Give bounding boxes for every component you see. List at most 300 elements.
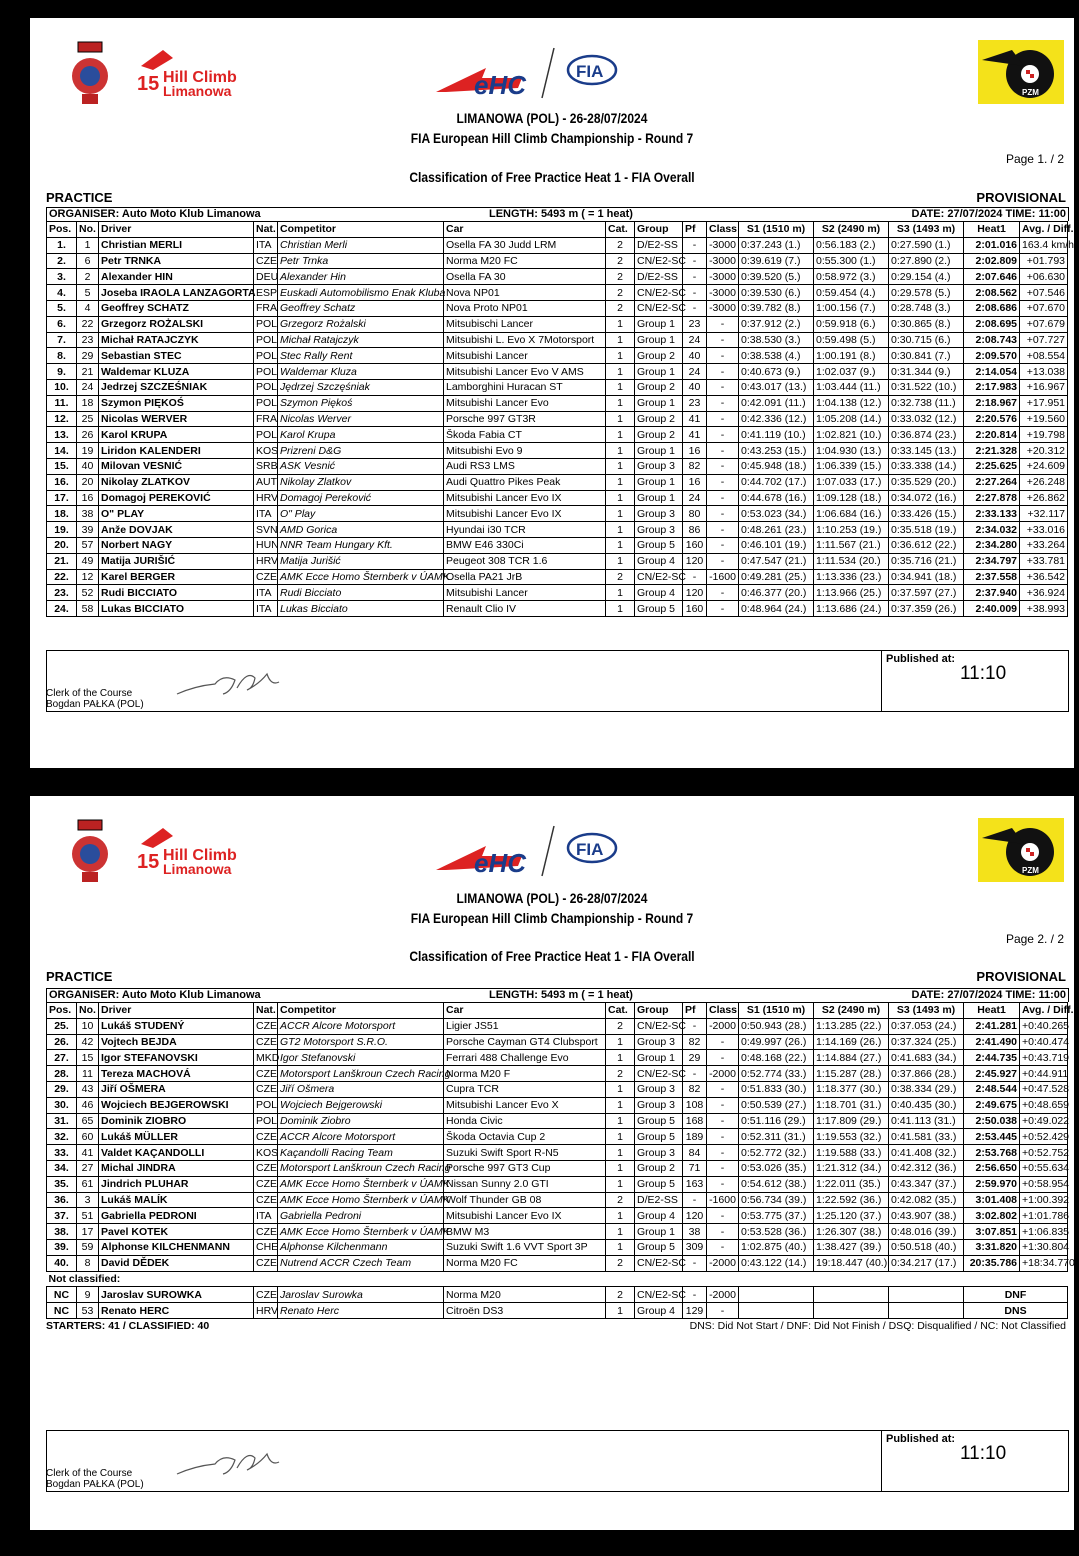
- table-cell: +26.248: [1020, 474, 1068, 490]
- table-cell: Group 3: [635, 458, 683, 474]
- table-cell: 11: [77, 1066, 99, 1082]
- table-cell: 2: [606, 1192, 635, 1208]
- table-cell: 23.: [47, 585, 77, 601]
- table-cell: 0:44.702 (17.): [739, 474, 814, 490]
- table-cell: Matija JURIŠIĆ: [99, 553, 254, 569]
- table-cell: 1: [606, 1303, 635, 1319]
- not-classified-label: Not classified:: [48, 1272, 121, 1285]
- column-header: Cat.: [606, 1003, 635, 1019]
- table-cell: Group 3: [635, 1034, 683, 1050]
- table-cell: 0:37.053 (24.): [889, 1018, 964, 1034]
- table-cell: -: [707, 506, 739, 522]
- table-cell: 2: [606, 1287, 635, 1303]
- clerk-name: Bogdan PAŁKA (POL): [46, 1479, 144, 1490]
- ehc-text: eHC: [474, 848, 527, 878]
- table-cell: -: [683, 285, 707, 301]
- table-cell: 0:46.377 (20.): [739, 585, 814, 601]
- table-cell: Wojciech BEJGEROWSKI: [99, 1097, 254, 1113]
- table-cell: 163.4 km/h: [1020, 237, 1068, 253]
- classification-title: Classification of Free Practice Heat 1 - FIA Overall: [409, 948, 695, 964]
- column-header: S2 (2490 m): [814, 222, 889, 238]
- table-cell: 1:05.208 (14.): [814, 411, 889, 427]
- table-cell: 2:34.280: [964, 537, 1020, 553]
- table-row: [47, 395, 1068, 411]
- table-cell: FRA: [254, 300, 278, 316]
- table-cell: AMK Ecce Homo Šternberk v ÚAMK: [278, 569, 444, 585]
- table-cell: Nova Proto NP01: [444, 300, 606, 316]
- table-cell: AUT: [254, 474, 278, 490]
- table-row: [47, 1050, 1068, 1066]
- event-location: LIMANOWA (POL) - 26-28/07/2024: [456, 890, 648, 906]
- table-cell: Karel BERGER: [99, 569, 254, 585]
- table-cell: 18.: [47, 506, 77, 522]
- table-cell: Norma M20 FC: [444, 1255, 606, 1271]
- table-cell: 0:33.032 (12.): [889, 411, 964, 427]
- table-cell: Group 3: [635, 522, 683, 538]
- table-cell: 0:53.528 (36.): [739, 1224, 814, 1240]
- table-cell: +07.679: [1020, 316, 1068, 332]
- table-cell: POL: [254, 395, 278, 411]
- table-cell: 120: [683, 585, 707, 601]
- table-cell: -: [683, 1255, 707, 1271]
- table-cell: 2:09.570: [964, 348, 1020, 364]
- table-cell: Nutrend ACCR Czech Team: [278, 1255, 444, 1271]
- table-cell: 0:58.972 (3.): [814, 269, 889, 285]
- table-cell: Dominik Ziobro: [278, 1113, 444, 1129]
- table-cell: +1:00.392: [1020, 1192, 1068, 1208]
- table-cell: Group 1: [635, 1050, 683, 1066]
- published-box: [881, 651, 1068, 711]
- table-cell: 84: [683, 1145, 707, 1161]
- table-cell: Group 2: [635, 411, 683, 427]
- table-cell: 0:40.435 (30.): [889, 1097, 964, 1113]
- table-cell: 38: [683, 1224, 707, 1240]
- table-cell: 1:11.534 (20.): [814, 553, 889, 569]
- table-cell: 0:52.772 (32.): [739, 1145, 814, 1161]
- table-cell: 29: [77, 348, 99, 364]
- table-cell: 2:17.983: [964, 379, 1020, 395]
- table-cell: Jindrich PLUHAR: [99, 1176, 254, 1192]
- table-cell: Mitsubischi Lancer: [444, 316, 606, 332]
- table-cell: Lukáš STUDENÝ: [99, 1018, 254, 1034]
- table-cell: Tereza MACHOVÁ: [99, 1066, 254, 1082]
- status-legend: DNS: Did Not Start / DNF: Did Not Finish / DSQ: Disqualified / NC: Not Classified: [689, 1320, 1066, 1332]
- table-cell: 39: [77, 522, 99, 538]
- table-cell: Domagoj Pereković: [278, 490, 444, 506]
- table-cell: 0:30.841 (7.): [889, 348, 964, 364]
- table-cell: Szymon Piękoś: [278, 395, 444, 411]
- table-cell: Osella FA 30 Judd LRM: [444, 237, 606, 253]
- table-cell: 1.: [47, 237, 77, 253]
- table-cell: +0:43.719: [1020, 1050, 1068, 1066]
- table-cell: 0:35.529 (20.): [889, 474, 964, 490]
- table-cell: [889, 1287, 964, 1303]
- column-header: Nat.: [254, 222, 278, 238]
- table-cell: 40: [77, 458, 99, 474]
- table-cell: 0:35.518 (19.): [889, 522, 964, 538]
- table-cell: ITA: [254, 1208, 278, 1224]
- table-cell: 0:34.941 (18.): [889, 569, 964, 585]
- table-cell: CN/E2-SC: [635, 1066, 683, 1082]
- table-cell: 0:37.359 (26.): [889, 601, 964, 617]
- table-cell: -: [707, 1081, 739, 1097]
- table-row: [47, 316, 1068, 332]
- table-row: [47, 1176, 1068, 1192]
- table-cell: Mitsubishi Lancer Evo IX: [444, 506, 606, 522]
- published-box: [881, 1431, 1068, 1491]
- hc-number: 15: [137, 73, 160, 95]
- table-cell: Michał RATAJCZYK: [99, 332, 254, 348]
- table-cell: 1:10.253 (19.): [814, 522, 889, 538]
- table-cell: +13.038: [1020, 364, 1068, 380]
- table-cell: 0:33.338 (14.): [889, 458, 964, 474]
- table-cell: +20.312: [1020, 443, 1068, 459]
- table-cell: CN/E2-SC: [635, 1255, 683, 1271]
- table-cell: Motorsport Lanškroun Czech Racing: [278, 1160, 444, 1176]
- table-cell: 0:31.344 (9.): [889, 364, 964, 380]
- table-cell: +0:44.911: [1020, 1066, 1068, 1082]
- table-row: [47, 237, 1068, 253]
- table-cell: 40: [683, 348, 707, 364]
- table-cell: +33.781: [1020, 553, 1068, 569]
- table-cell: 1:02.875 (40.): [739, 1239, 814, 1255]
- table-cell: 0:31.522 (10.): [889, 379, 964, 395]
- table-cell: 2:49.675: [964, 1097, 1020, 1113]
- column-header: Competitor: [278, 1003, 444, 1019]
- table-cell: O" PLAY: [99, 506, 254, 522]
- table-cell: 0:41.113 (31.): [889, 1113, 964, 1129]
- table-cell: 0:45.948 (18.): [739, 458, 814, 474]
- pzm-text: PZM: [1022, 88, 1039, 97]
- table-cell: 0:42.312 (36.): [889, 1160, 964, 1176]
- table-cell: 3:07.851: [964, 1224, 1020, 1240]
- table-cell: 1:22.592 (36.): [814, 1192, 889, 1208]
- organiser-line: [46, 207, 1069, 221]
- table-cell: 59: [77, 1239, 99, 1255]
- table-row: [47, 1160, 1068, 1176]
- column-header: S3 (1493 m): [889, 1003, 964, 1019]
- table-cell: 0:52.774 (33.): [739, 1066, 814, 1082]
- table-cell: O" Play: [278, 506, 444, 522]
- table-cell: 2:59.970: [964, 1176, 1020, 1192]
- table-cell: 1: [606, 1097, 635, 1113]
- table-row: [47, 601, 1068, 617]
- clerk-signature: [175, 664, 285, 704]
- table-cell: 108: [683, 1097, 707, 1113]
- table-row: [47, 522, 1068, 538]
- table-cell: 0:42.091 (11.): [739, 395, 814, 411]
- table-cell: Nikolay ZLATKOV: [99, 474, 254, 490]
- table-cell: 16: [683, 443, 707, 459]
- column-header: Car: [444, 222, 606, 238]
- table-cell: 1: [606, 458, 635, 474]
- table-cell: 2: [606, 1018, 635, 1034]
- table-cell: Rudi Bicciato: [278, 585, 444, 601]
- table-cell: 25: [77, 411, 99, 427]
- table-cell: 41: [77, 1145, 99, 1161]
- table-cell: 1: [606, 348, 635, 364]
- hill-climb-limanowa-logo: [133, 44, 243, 104]
- table-cell: Audi RS3 LMS: [444, 458, 606, 474]
- table-cell: 1: [606, 379, 635, 395]
- table-cell: -: [683, 1018, 707, 1034]
- table-cell: Citroën DS3: [444, 1303, 606, 1319]
- table-cell: ESP: [254, 285, 278, 301]
- table-cell: 0:42.082 (35.): [889, 1192, 964, 1208]
- table-cell: Norma M20 F: [444, 1066, 606, 1082]
- table-cell: 12: [77, 569, 99, 585]
- organiser-line: [46, 988, 1069, 1002]
- table-cell: +33.016: [1020, 522, 1068, 538]
- table-cell: 32.: [47, 1129, 77, 1145]
- table-cell: 0:43.347 (37.): [889, 1176, 964, 1192]
- table-cell: 33.: [47, 1145, 77, 1161]
- table-cell: -: [707, 490, 739, 506]
- table-cell: -2000: [707, 1066, 739, 1082]
- table-row: [47, 1287, 1068, 1303]
- table-cell: 0:27.890 (2.): [889, 253, 964, 269]
- table-cell: 189: [683, 1129, 707, 1145]
- table-cell: 129: [683, 1303, 707, 1319]
- table-cell: 8: [77, 1255, 99, 1271]
- table-cell: 1: [606, 1160, 635, 1176]
- table-cell: Prizreni D&G: [278, 443, 444, 459]
- table-cell: 41: [683, 411, 707, 427]
- clerk-block: [46, 688, 144, 710]
- table-cell: POL: [254, 332, 278, 348]
- table-cell: Wolf Thunder GB 08: [444, 1192, 606, 1208]
- table-cell: -: [707, 1160, 739, 1176]
- table-cell: Geoffrey Schatz: [278, 300, 444, 316]
- table-cell: -3000: [707, 300, 739, 316]
- table-cell: 2:08.695: [964, 316, 1020, 332]
- pzm-logo: [978, 818, 1064, 882]
- table-cell: 2:37.940: [964, 585, 1020, 601]
- table-cell: 25.: [47, 1018, 77, 1034]
- table-cell: 71: [683, 1160, 707, 1176]
- table-cell: 2:44.735: [964, 1050, 1020, 1066]
- table-cell: 0:51.116 (29.): [739, 1113, 814, 1129]
- table-cell: 0:41.119 (10.): [739, 427, 814, 443]
- table-cell: 0:48.016 (39.): [889, 1224, 964, 1240]
- table-cell: Jaroslav Surowka: [278, 1287, 444, 1303]
- track-length: LENGTH: 5493 m ( = 1 heat): [489, 989, 633, 1001]
- table-cell: -: [683, 569, 707, 585]
- table-cell: 19.: [47, 522, 77, 538]
- column-header: Car: [444, 1003, 606, 1019]
- table-cell: ACCR Alcore Motorsport: [278, 1018, 444, 1034]
- table-cell: 0:53.023 (34.): [739, 506, 814, 522]
- table-cell: Nikolay Zlatkov: [278, 474, 444, 490]
- table-cell: 2: [77, 269, 99, 285]
- results-table-1: [46, 221, 1074, 617]
- status-label: PROVISIONAL: [976, 969, 1066, 984]
- table-cell: +0:48.659: [1020, 1097, 1068, 1113]
- table-row: [47, 474, 1068, 490]
- table-cell: D/E2-SS: [635, 269, 683, 285]
- table-cell: -: [707, 348, 739, 364]
- table-cell: Mitsubishi Lancer Evo X: [444, 1097, 606, 1113]
- table-cell: 0:49.997 (26.): [739, 1034, 814, 1050]
- table-cell: Mitsubishi Lancer Evo IX: [444, 1208, 606, 1224]
- table-cell: Group 2: [635, 379, 683, 395]
- results-table-2: [46, 1002, 1075, 1319]
- table-cell: 0:43.253 (15.): [739, 443, 814, 459]
- column-header: Cat.: [606, 222, 635, 238]
- table-cell: ITA: [254, 585, 278, 601]
- table-cell: +0:49.022: [1020, 1113, 1068, 1129]
- table-cell: -: [707, 1097, 739, 1113]
- table-cell: 82: [683, 1034, 707, 1050]
- table-cell: BMW E46 330Ci: [444, 537, 606, 553]
- table-cell: Petr Trnka: [278, 253, 444, 269]
- table-cell: Renato HERC: [99, 1303, 254, 1319]
- table-cell: +0:58.954: [1020, 1176, 1068, 1192]
- table-cell: Christian MERLI: [99, 237, 254, 253]
- column-header: Pf: [683, 1003, 707, 1019]
- table-cell: 46: [77, 1097, 99, 1113]
- table-cell: 163: [683, 1176, 707, 1192]
- table-cell: 61: [77, 1176, 99, 1192]
- table-cell: Grzegorz ROŻALSKI: [99, 316, 254, 332]
- column-header: Driver: [99, 1003, 254, 1019]
- table-cell: 2:08.743: [964, 332, 1020, 348]
- table-cell: Group 5: [635, 1176, 683, 1192]
- table-cell: 2:01.016: [964, 237, 1020, 253]
- published-time: 11:10: [960, 1443, 1007, 1464]
- table-cell: 37.: [47, 1208, 77, 1224]
- table-cell: Group 4: [635, 553, 683, 569]
- organiser: ORGANISER: Auto Moto Klub Limanowa: [49, 989, 261, 1001]
- table-cell: Renault Clio IV: [444, 601, 606, 617]
- table-cell: CZE: [254, 1176, 278, 1192]
- table-cell: DNF: [964, 1287, 1068, 1303]
- table-cell: 0:50.943 (28.): [739, 1018, 814, 1034]
- table-cell: -: [707, 332, 739, 348]
- table-cell: CN/E2-SC: [635, 285, 683, 301]
- table-row: [47, 506, 1068, 522]
- table-cell: 3: [77, 1192, 99, 1208]
- table-cell: POL: [254, 316, 278, 332]
- table-cell: 0:56.734 (39.): [739, 1192, 814, 1208]
- column-header: Class: [707, 1003, 739, 1019]
- table-cell: 1:18.377 (30.): [814, 1081, 889, 1097]
- table-cell: 24: [683, 364, 707, 380]
- table-row: [47, 1208, 1068, 1224]
- page-number: Page 1. / 2: [1005, 152, 1064, 166]
- table-cell: -: [707, 427, 739, 443]
- table-cell: 2:33.133: [964, 506, 1020, 522]
- table-cell: HRV: [254, 1303, 278, 1319]
- table-cell: David DĚDEK: [99, 1255, 254, 1271]
- table-cell: Michal JINDRA: [99, 1160, 254, 1176]
- table-cell: Renato Herc: [278, 1303, 444, 1319]
- table-cell: Igor Stefanovski: [278, 1050, 444, 1066]
- table-cell: HRV: [254, 490, 278, 506]
- table-cell: Christian Merli: [278, 237, 444, 253]
- table-cell: 40.: [47, 1255, 77, 1271]
- table-cell: [814, 1287, 889, 1303]
- table-cell: CHE: [254, 1239, 278, 1255]
- table-cell: 35.: [47, 1176, 77, 1192]
- table-cell: 1:14.884 (27.): [814, 1050, 889, 1066]
- table-cell: -3000: [707, 269, 739, 285]
- table-cell: +17.951: [1020, 395, 1068, 411]
- table-cell: 6.: [47, 316, 77, 332]
- table-cell: Domagoj PEREKOVIĆ: [99, 490, 254, 506]
- column-header: Group: [635, 1003, 683, 1019]
- table-cell: Alphonse KILCHENMANN: [99, 1239, 254, 1255]
- clerk-name: Bogdan PAŁKA (POL): [46, 699, 144, 710]
- table-cell: -: [683, 237, 707, 253]
- championship-title: FIA European Hill Climb Championship - Round 7: [410, 910, 694, 926]
- table-cell: +26.862: [1020, 490, 1068, 506]
- published-label: Published at:: [886, 653, 956, 665]
- table-cell: 1:07.033 (17.): [814, 474, 889, 490]
- table-row: [47, 1066, 1068, 1082]
- table-cell: NC: [47, 1287, 77, 1303]
- table-cell: 1:21.312 (34.): [814, 1160, 889, 1176]
- table-cell: 1: [606, 1208, 635, 1224]
- table-cell: 16.: [47, 474, 77, 490]
- table-cell: 10.: [47, 379, 77, 395]
- table-cell: 23: [683, 395, 707, 411]
- column-header: S2 (2490 m): [814, 1003, 889, 1019]
- clerk-block: [46, 1468, 144, 1490]
- table-cell: CZE: [254, 1287, 278, 1303]
- table-cell: 0:34.217 (17.): [889, 1255, 964, 1271]
- table-cell: 0:35.716 (21.): [889, 553, 964, 569]
- table-cell: -: [707, 395, 739, 411]
- table-cell: -: [683, 300, 707, 316]
- table-row: [47, 379, 1068, 395]
- table-cell: SVN: [254, 522, 278, 538]
- page-number: Page 2. / 2: [1005, 932, 1064, 946]
- table-cell: Group 1: [635, 1224, 683, 1240]
- table-cell: 0:29.154 (4.): [889, 269, 964, 285]
- table-cell: 0:47.547 (21.): [739, 553, 814, 569]
- not-classified-row: [47, 1271, 1068, 1287]
- table-cell: +38.993: [1020, 601, 1068, 617]
- table-cell: 21.: [47, 553, 77, 569]
- table-cell: 1:25.120 (37.): [814, 1208, 889, 1224]
- table-cell: 1:00.191 (8.): [814, 348, 889, 364]
- table-cell: 0:55.300 (1.): [814, 253, 889, 269]
- table-cell: CZE: [254, 1192, 278, 1208]
- table-cell: CN/E2-SC: [635, 1018, 683, 1034]
- table-cell: 0:37.866 (28.): [889, 1066, 964, 1082]
- table-cell: +06.630: [1020, 269, 1068, 285]
- table-cell: +08.554: [1020, 348, 1068, 364]
- table-cell: 0:40.673 (9.): [739, 364, 814, 380]
- table-cell: Alexander HIN: [99, 269, 254, 285]
- table-cell: ITA: [254, 506, 278, 522]
- table-cell: 2:07.646: [964, 269, 1020, 285]
- table-cell: Wojciech Bejgerowski: [278, 1097, 444, 1113]
- table-cell: 1:06.339 (15.): [814, 458, 889, 474]
- table-cell: 26: [77, 427, 99, 443]
- table-cell: 0:56.183 (2.): [814, 237, 889, 253]
- table-cell: Karol KRUPA: [99, 427, 254, 443]
- table-cell: -: [707, 379, 739, 395]
- table-cell: 1:18.701 (31.): [814, 1097, 889, 1113]
- table-cell: 1: [606, 1129, 635, 1145]
- column-header: Pf: [683, 222, 707, 238]
- table-cell: 4: [77, 300, 99, 316]
- table-row: [47, 458, 1068, 474]
- table-cell: 38: [77, 506, 99, 522]
- table-cell: Group 5: [635, 1113, 683, 1129]
